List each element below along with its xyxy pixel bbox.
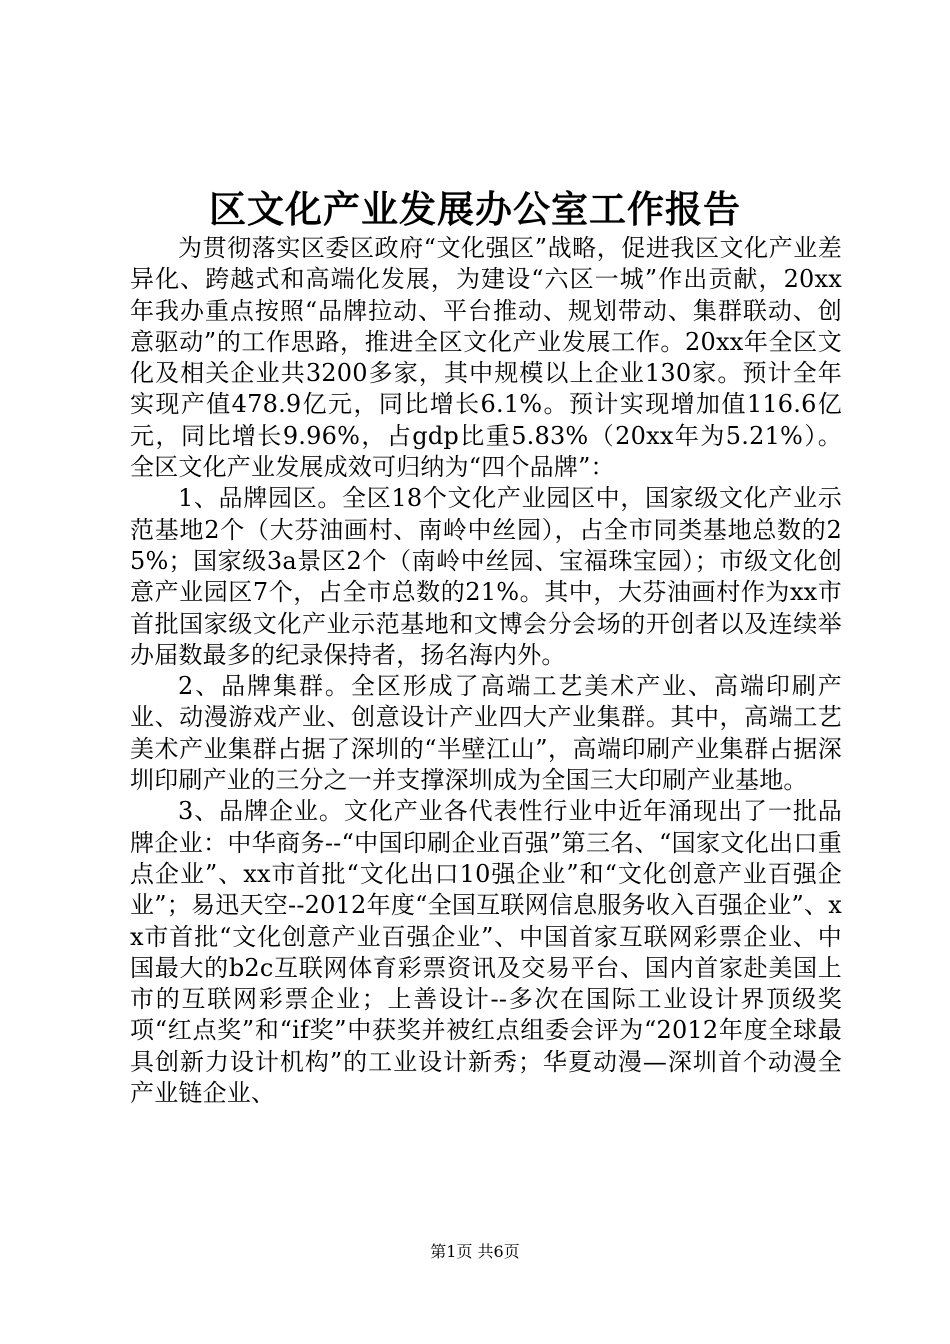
paragraph-brand-clusters: 2、品牌集群。全区形成了高端工艺美术产业、高端印刷产业、动漫游戏产业、创意设计产业四大产业集群。其中，高端工艺美术产业集群占据了深圳的“半壁江山”，高端印刷产业集群占据深圳印刷产业的三分之一并支撑深圳成为全国三大印刷产业基地。 [130,672,842,795]
document-title: 区文化产业发展办公室工作报告 [209,187,741,231]
page-footer: 第1页 共6页 [430,1242,520,1261]
paragraph-intro: 为贯彻落实区委区政府“文化强区”战略，促进我区文化产业差异化、跨越式和高端化发展，为建设“六区一城”作出贡献，20xx年我办重点按照“品牌拉动、平台推动、规划带动、集群联动、创意驱动”的工作思路，推进全区文化产业发展工作。20xx年全区文化及相关企业共3200多家，其中规模以上企业130家。预计全年实现产值478.9亿元，同比增长6.1%。预计实现增加值116.6亿元，同比增长9.96%，占gdp比重5.83%（20xx年为5.21%）。全区文化产业发展成效可归纳为“四个品牌”： [130,234,842,482]
paragraph-brand-enterprises: 3、品牌企业。文化产业各代表性行业中近年涌现出了一批品牌企业：中华商务--“中国印刷企业百强”第三名、“国家文化出口重点企业”、xx市首批“文化出口10强企业”和“文化创意产业百强企业”；易迅天空--2012年度“全国互联网信息服务收入百强企业”、xx市首批“文化创意产业百强企业”、中国首家互联网彩票企业、中国最大的b2c互联网体育彩票资讯及交易平台、国内首家赴美国上市的互联网彩票企业；上善设计--多次在国际工业设计界顶级奖项“红点奖”和“if奖”中获奖并被红点组委会评为“2012年度全球最具创新力设计机构”的工业设计新秀；华夏动漫—深圳首个动漫全产业链企业、 [130,797,842,1108]
paragraph-brand-parks: 1、品牌园区。全区18个文化产业园区中，国家级文化产业示范基地2个（大芬油画村、南岭中丝园），占全市同类基地总数的25%；国家级3a景区2个（南岭中丝园、宝福珠宝园）；市级文化创意产业园区7个，占全市总数的21%。其中，大芬油画村作为xx市首批国家级文化产业示范基地和文博会分会场的开创者以及连续举办届数最多的纪录保持者，扬名海内外。 [130,484,842,669]
document-body [130,233,842,1109]
